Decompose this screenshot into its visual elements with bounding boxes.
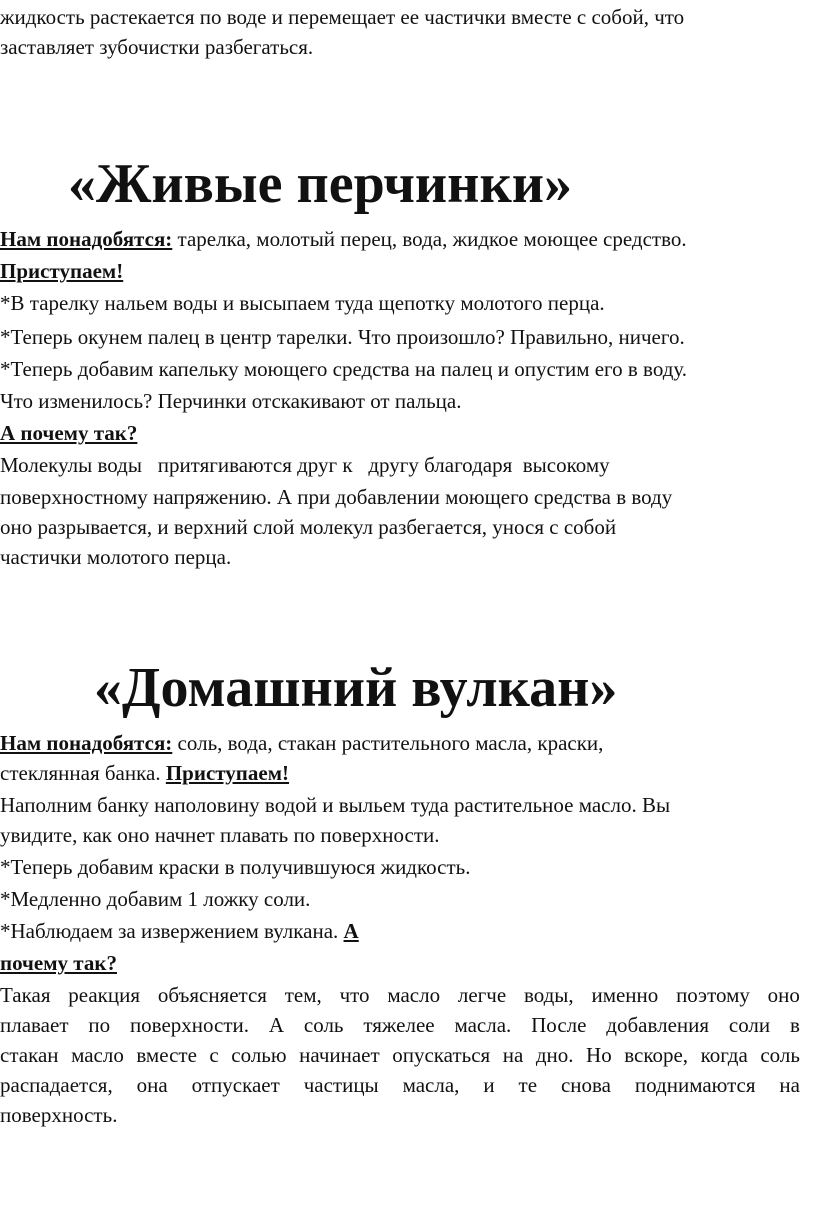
word: именно bbox=[591, 983, 659, 1007]
section1-explanation-1: Молекулы воды притягиваются друг к другу благодаря высокому bbox=[0, 453, 610, 477]
section2-explanation-2 bbox=[0, 1010, 800, 1040]
word: что bbox=[339, 983, 370, 1007]
word: Но bbox=[586, 1043, 612, 1067]
section2-explanation-3 bbox=[0, 1040, 800, 1070]
word: распадается, bbox=[0, 1073, 113, 1097]
intro-line-1: жидкость растекается по воде и перемещает ее частички вместе с собой, что bbox=[0, 5, 685, 29]
section2-step-4: *Медленно добавим 1 ложку соли. bbox=[0, 887, 311, 911]
word: масло bbox=[71, 1043, 124, 1067]
word: по bbox=[88, 1013, 111, 1037]
section2-step-5-line bbox=[0, 916, 359, 946]
section2-needs-text-2: стеклянная банка. bbox=[0, 761, 166, 785]
section1-step-2: *Теперь окунем палец в центр тарелки. Что произошло? Правильно, ничего. bbox=[0, 325, 685, 349]
section2-explanation-5: поверхность. bbox=[0, 1103, 118, 1127]
section2-explanation-4 bbox=[0, 1070, 800, 1100]
word: оно bbox=[767, 983, 800, 1007]
word: воды, bbox=[523, 983, 574, 1007]
word: солью bbox=[231, 1043, 287, 1067]
word: соль bbox=[760, 1043, 800, 1067]
section1-step-3: *Теперь добавим капельку моющего средства на палец и опустим его в воду. bbox=[0, 357, 688, 381]
section2-step-1: Наполним банку наполовину водой и выльем туда растительное масло. Вы bbox=[0, 793, 671, 817]
word: реакция bbox=[68, 983, 141, 1007]
word: соли bbox=[728, 1013, 771, 1037]
word: на bbox=[502, 1043, 524, 1067]
word: она bbox=[136, 1073, 168, 1097]
word: стакан bbox=[0, 1043, 59, 1067]
section2-needs-label: Нам понадобятся: bbox=[0, 731, 173, 755]
section1-step-1: *В тарелку нальем воды и высыпаем туда щепотку молотого перца. bbox=[0, 291, 605, 315]
word: опускаться bbox=[392, 1043, 491, 1067]
word: Такая bbox=[0, 983, 51, 1007]
word: когда bbox=[700, 1043, 748, 1067]
word: на bbox=[779, 1073, 800, 1097]
word: те bbox=[518, 1073, 538, 1097]
word: После bbox=[531, 1013, 587, 1037]
section1-needs-text: тарелка, молотый перец, вода, жидкое моющее средство. bbox=[172, 227, 687, 251]
section2-why-label-1: А bbox=[343, 919, 359, 943]
word: масла, bbox=[402, 1073, 460, 1097]
section2-needs-text-1: соль, вода, стакан растительного масла, краски, bbox=[172, 731, 604, 755]
section1-needs-label: Нам понадобятся: bbox=[0, 227, 173, 251]
section1-start-label: Приступаем! bbox=[0, 259, 124, 283]
section1-title: «Живые перчинки» bbox=[68, 153, 572, 215]
section1-needs bbox=[0, 224, 687, 254]
word: снова bbox=[560, 1073, 611, 1097]
word: соль bbox=[303, 1013, 344, 1037]
section2-step-5: *Наблюдаем за извержением вулкана. bbox=[0, 919, 344, 943]
word: начинает bbox=[299, 1043, 380, 1067]
section1-explanation-2: поверхностному напряжению. А при добавлении моющего средства в воду bbox=[0, 485, 673, 509]
word: с bbox=[209, 1043, 219, 1067]
section1-explanation-4: частички молотого перца. bbox=[0, 545, 232, 569]
word: добавления bbox=[606, 1013, 710, 1037]
word: тяжелее bbox=[363, 1013, 435, 1037]
word: тем, bbox=[284, 983, 322, 1007]
section1-explanation-3: оно разрывается, и верхний слой молекул разбегается, унося с собой bbox=[0, 515, 617, 539]
word: легче bbox=[457, 983, 507, 1007]
section2-needs-line-2 bbox=[0, 758, 289, 788]
word: плавает bbox=[0, 1013, 69, 1037]
word: масла. bbox=[454, 1013, 512, 1037]
word: отпускает bbox=[191, 1073, 280, 1097]
section2-step-2: увидите, как оно начнет плавать по поверхности. bbox=[0, 823, 440, 847]
word: поверхности. bbox=[129, 1013, 250, 1037]
section1-step-4: Что изменилось? Перчинки отскакивают от пальца. bbox=[0, 389, 462, 413]
word: частицы bbox=[303, 1073, 379, 1097]
section2-title: «Домашний вулкан» bbox=[94, 657, 618, 719]
word: в bbox=[790, 1013, 800, 1037]
word: вместе bbox=[136, 1043, 197, 1067]
intro-line-2: заставляет зубочистки разбегаться. bbox=[0, 35, 314, 59]
word: поднимаются bbox=[634, 1073, 756, 1097]
section2-start-label: Приступаем! bbox=[165, 761, 290, 785]
word: поэтому bbox=[676, 983, 750, 1007]
word: вскоре, bbox=[624, 1043, 689, 1067]
section2-needs bbox=[0, 728, 603, 758]
section2-step-3: *Теперь добавим краски в получившуюся жидкость. bbox=[0, 855, 471, 879]
section2-why-label-2: почему так? bbox=[0, 951, 117, 975]
word: масло bbox=[387, 983, 441, 1007]
word: объясняется bbox=[157, 983, 267, 1007]
word: и bbox=[483, 1073, 495, 1097]
word: дно. bbox=[535, 1043, 574, 1067]
word: А bbox=[268, 1013, 285, 1037]
section2-explanation-1 bbox=[0, 980, 800, 1010]
section1-why-label: А почему так? bbox=[0, 421, 138, 445]
